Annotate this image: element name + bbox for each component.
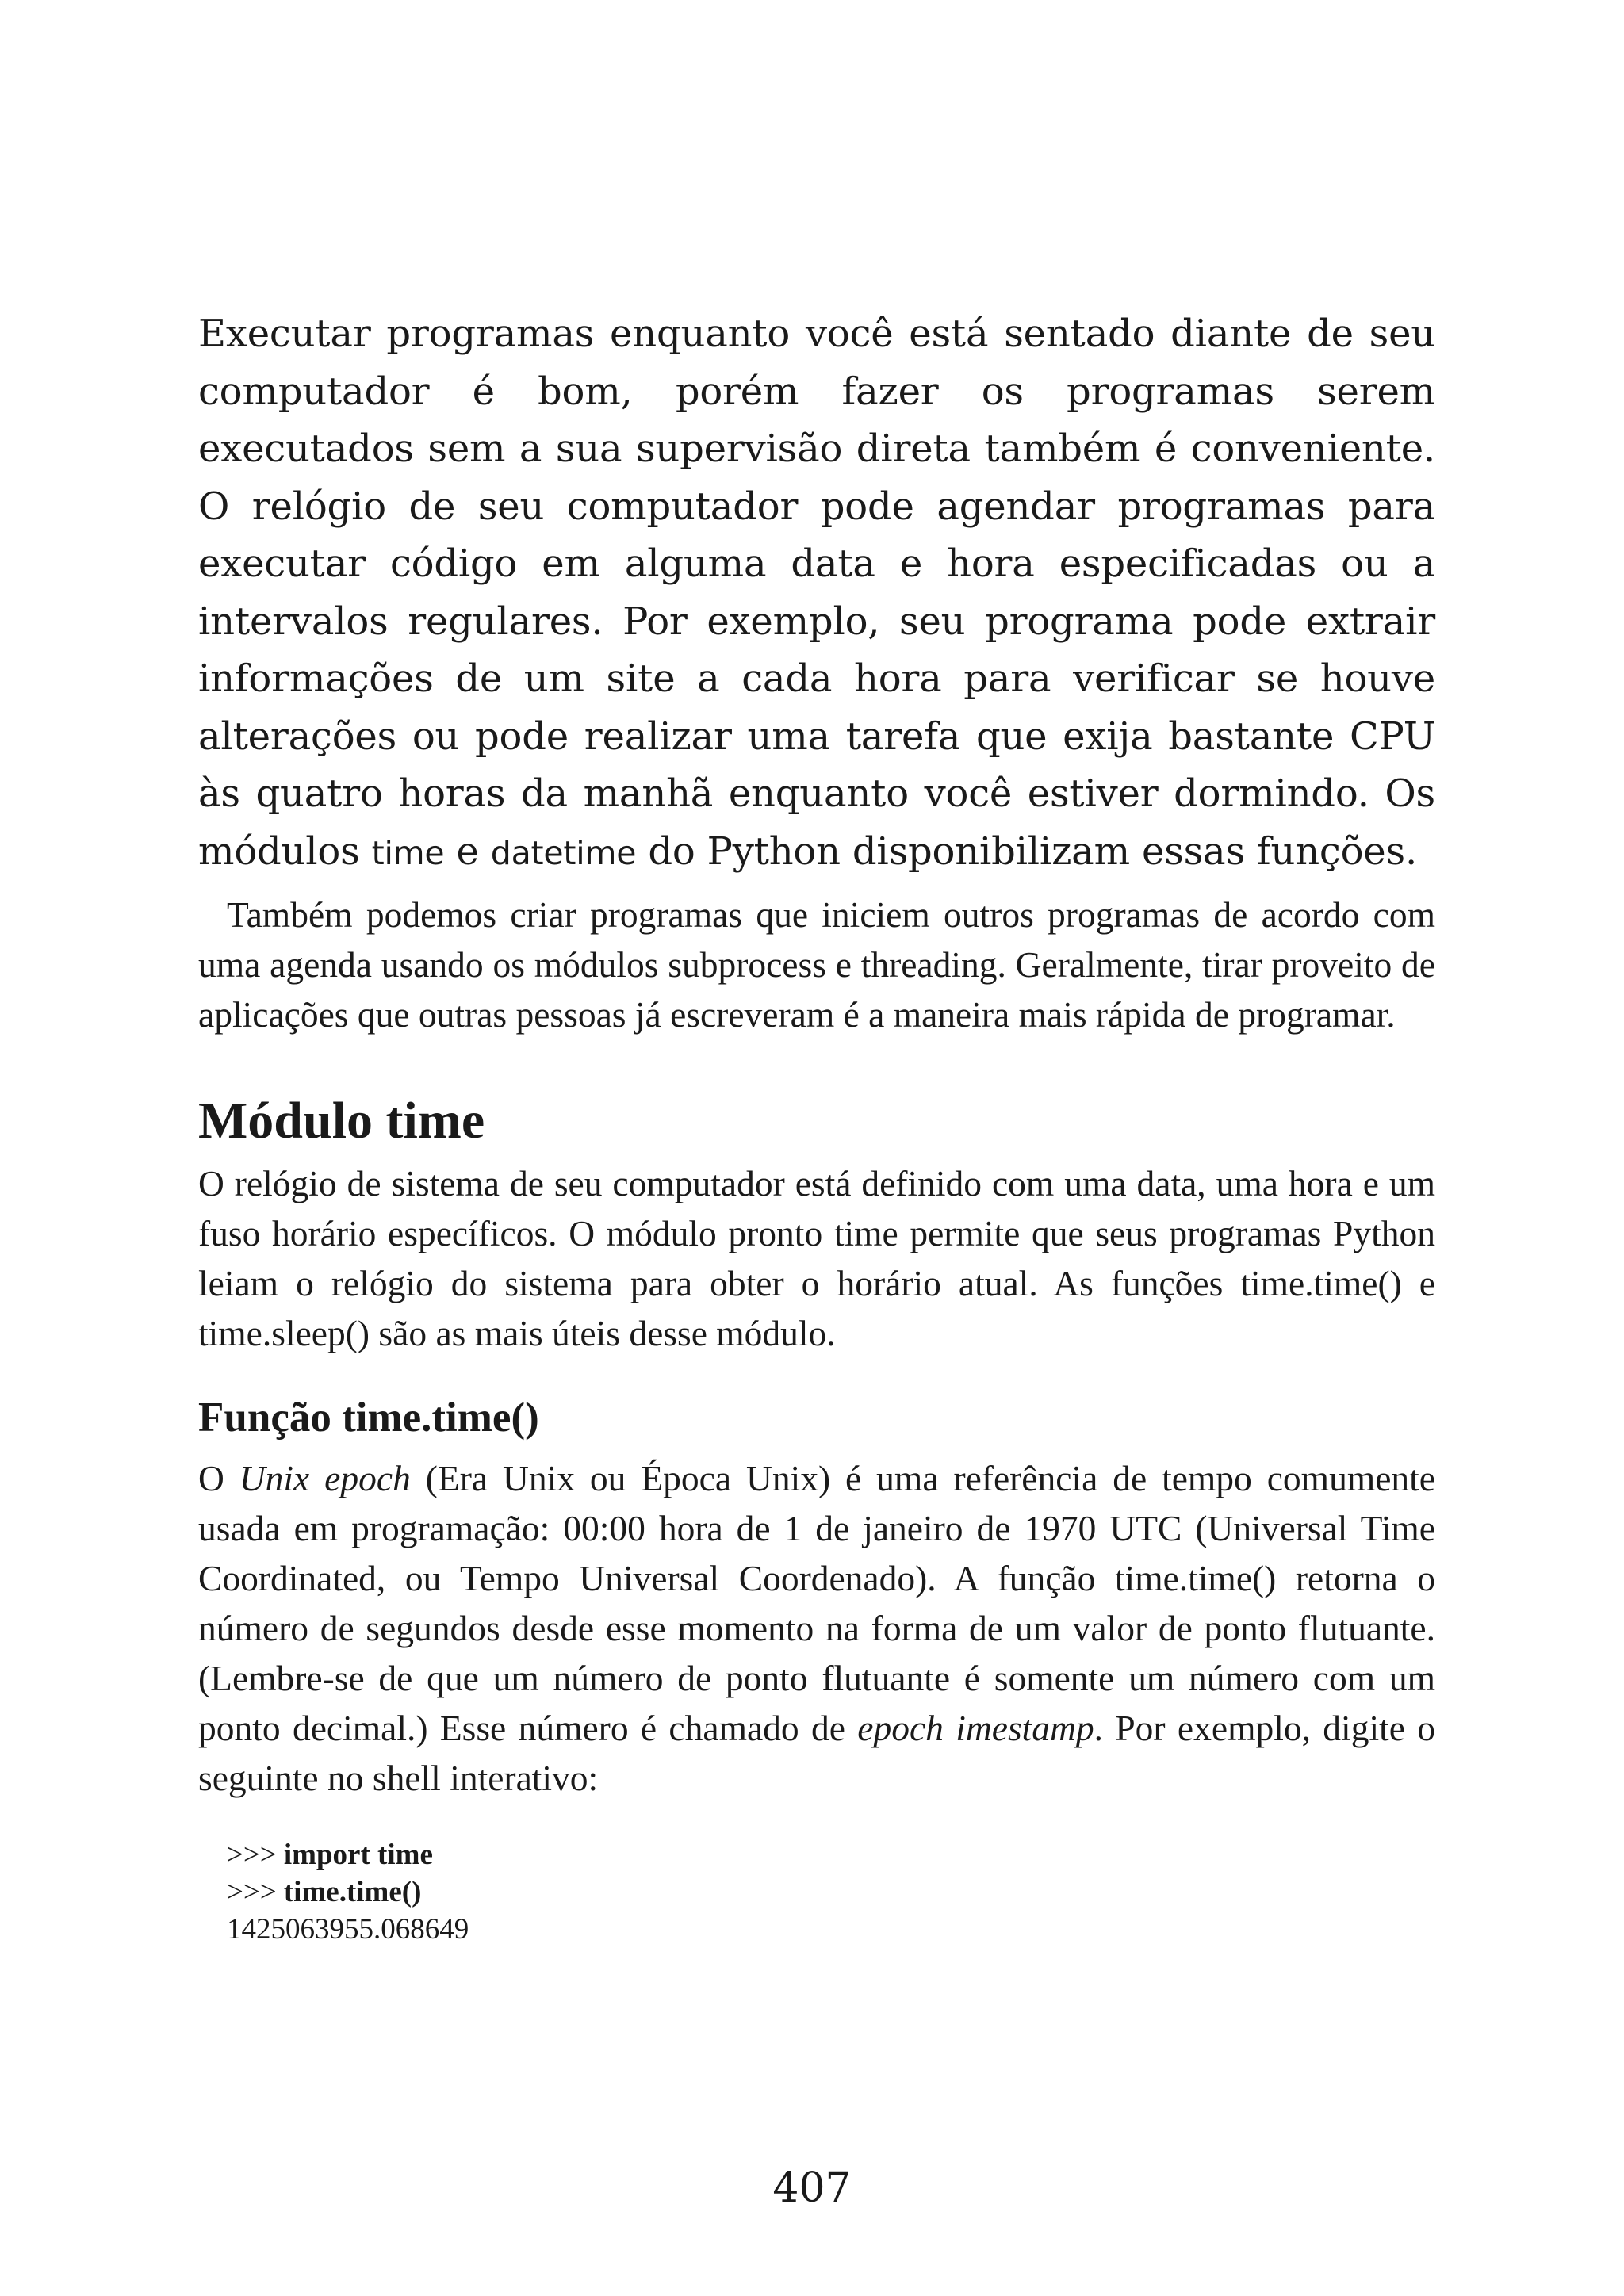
intro-text-2: do Python disponibilizam essas funções. xyxy=(636,828,1418,874)
inline-code-datetime: datetime xyxy=(490,833,637,872)
code-input-2: time.time() xyxy=(283,1876,422,1908)
sub-text-mid: (Era Unix ou Época Unix) é uma referência de tempo comumente usada em programação: 00:00 hora de 1 de janeiro de 1970 UTC (Universal Time Coordinated, ou Tempo Universal Coordenado). A função time.time() retorna o número de segundos desde esse momento na forma de um valor de ponto flutuante. (Lembre-se de que um número de ponto flutuante é somente um número com um ponto decimal.) Esse número é chamado de xyxy=(198,1458,1436,1748)
intro-text-mid: e xyxy=(444,828,491,874)
code-prompt: >>> xyxy=(227,1839,284,1871)
page-number: 407 xyxy=(772,2164,852,2212)
page-content xyxy=(198,305,1435,1948)
second-paragraph: Também podemos criar programas que iniciem outros programas de acordo com uma agenda usando os módulos subprocess e threading. Geralmente, tirar proveito de aplicações que outras pessoas já escreveram é a maneira mais rápida de programar. xyxy=(198,894,1435,1035)
code-line-2 xyxy=(227,1873,1435,1911)
section-body: O relógio de sistema de seu computador está definido com uma data, uma hora e um fuso horário específicos. O módulo pronto time permite que seus programas Python leiam o relógio do sistema para obter o horário atual. As funções time.time() e time.sleep() são as mais úteis desse módulo. xyxy=(198,1163,1435,1353)
code-example xyxy=(227,1836,1435,1948)
term-epoch-timestamp: epoch imestamp xyxy=(857,1708,1094,1748)
section-heading: Módulo time xyxy=(198,1092,485,1150)
code-input-1: import time xyxy=(283,1839,433,1871)
code-line-1 xyxy=(227,1836,1435,1873)
subsection-heading: Função time.time() xyxy=(198,1395,539,1441)
code-output: 1425063955.068649 xyxy=(227,1913,469,1946)
sub-text-start: O xyxy=(198,1458,239,1498)
sub-text-end: . Por exemplo, digite o seguinte no shell interativo: xyxy=(198,1708,1436,1798)
inline-code-time: time xyxy=(371,833,445,872)
subsection-body xyxy=(198,1453,1435,1803)
term-unix-epoch: Unix epoch xyxy=(239,1458,411,1498)
intro-paragraph xyxy=(198,305,1435,882)
code-prompt: >>> xyxy=(227,1876,284,1908)
intro-text-1: Executar programas enquanto você está sentado diante de seu computador é bom, porém fazer os programas serem executados sem a sua supervisão direta também é conveniente. O relógio de seu computador pode agendar programas para executar código em alguma data e hora especificadas ou a intervalos regulares. Por exemplo, seu programa pode extrair informações de um site a cada hora para verificar se houve alterações ou pode realizar uma tarefa que exija bastante CPU às quatro horas da manhã enquanto você estiver dormindo. Os módulos xyxy=(198,312,1435,874)
